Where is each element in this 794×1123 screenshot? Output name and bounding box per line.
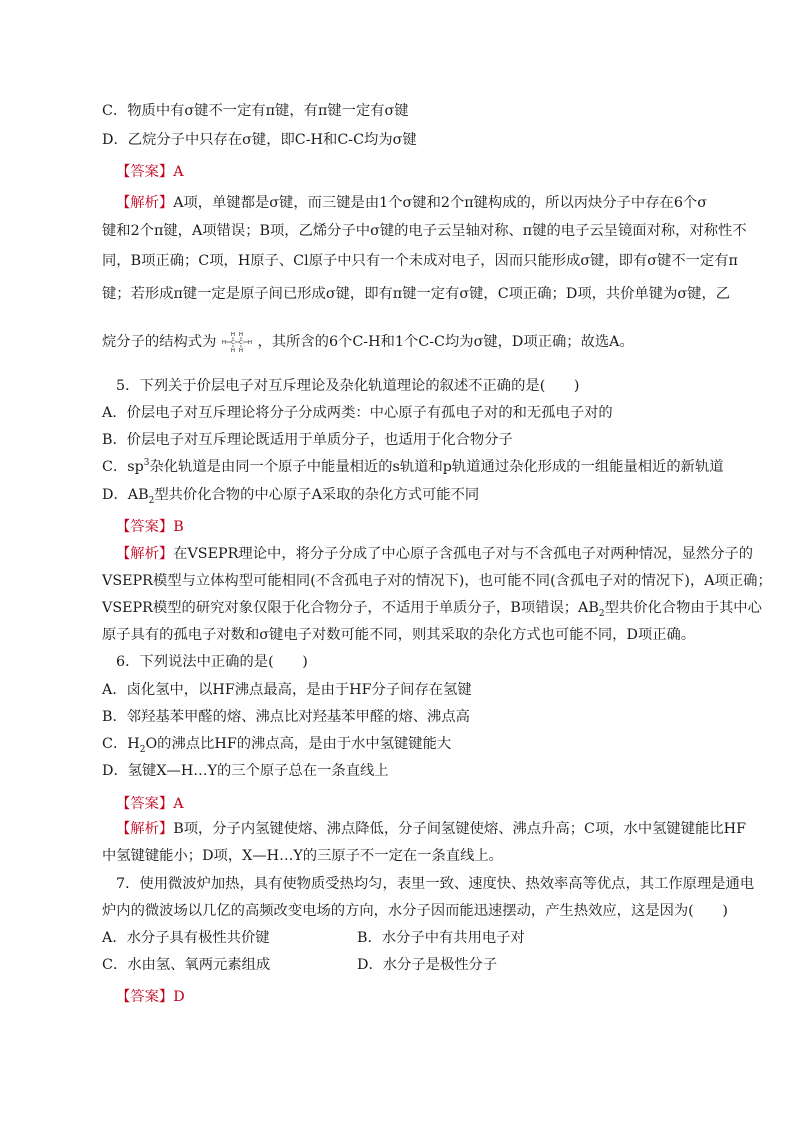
q7-stem-line-1: 7．使用微波炉加热，具有使物质受热均匀，表里一致、速度快、热效率高等优点，其工作原理是通电	[116, 876, 755, 892]
answer-label: 【答案】	[116, 164, 174, 180]
answer-value: A	[173, 164, 184, 180]
q6-option-a: A．卤化氢中，以HF沸点最高，是由于HF分子间存在氢键	[102, 682, 472, 698]
q7-option-d: D．水分子是极性分子	[357, 957, 498, 973]
q5-analysis-line-4: 原子具有的孤电子对数和σ键电子对数可能不同，则其采取的杂化方式也可能不同，D项正确。	[102, 627, 696, 643]
q5-option-d: D．$AB_2$型共价化合物的中心原子A采取的杂化方式可能不同	[102, 487, 480, 506]
q5-analysis-line-1: 【解析】在VSEPR理论中，将分子分成了中心原子含孤电子对与不含孤电子对两种情况，显然分子的	[116, 546, 754, 562]
q6-option-b: B．邻羟基苯甲醛的熔、沸点比对羟基苯甲醛的熔、沸点高	[102, 709, 470, 725]
q6-analysis-line-1: 【解析】B项，分子内氢键使熔、沸点降低，分子间氢键使熔、沸点升高；C项，水中氢键键能比HF	[116, 821, 747, 837]
answer-label: 【答案】	[116, 989, 174, 1005]
q6-analysis-line-2: 中氢键键能小；D项，X—H…Y的三原子不一定在一条直线上。	[102, 848, 503, 864]
q5-option-b: B．价层电子对互斥理论既适用于单质分子，也适用于化合物分子	[102, 432, 513, 448]
answer-label: 【答案】	[116, 796, 174, 812]
q7-option-c: C．水由氢、氧两元素组成	[102, 957, 271, 973]
q6-answer	[116, 795, 184, 813]
answer-label: 【答案】	[116, 519, 174, 535]
q4-analysis-line-2: 键和2个π键，A项错误；B项，乙烯分子中σ键的电子云呈轴对称、π键的电子云呈镜面对称，对称性不	[102, 223, 747, 239]
atom-c: C	[231, 340, 235, 346]
atom-h: H	[247, 340, 252, 346]
q6-option-d: D．氢键X—H…Y的三个原子总在一条直线上	[102, 763, 389, 779]
q5-answer	[116, 518, 184, 536]
atom-h: H	[238, 348, 243, 353]
analysis-label: 【解析】	[116, 821, 174, 837]
q7-option-b: B．水分子中有共用电子对	[357, 930, 525, 946]
atom-h: H	[221, 340, 226, 346]
atom-h: H	[230, 348, 235, 353]
q4-analysis-line-1: 【解析】A项，单键都是σ键，而三键是由1个σ键和2个π键构成的，所以丙炔分子中存在6个σ	[116, 195, 707, 211]
q5-stem: 5．下列关于价层电子对互斥理论及杂化轨道理论的叙述不正确的是( )	[116, 378, 580, 394]
atom-c: C	[239, 340, 243, 346]
q4-analysis-line-4: 键；若形成π键一定是原子间已形成σ键，即有π键一定有σ键，C项正确；D项，共价单键为σ键，乙	[102, 286, 731, 302]
q4-analysis-line-5: 烷分子的结构式为 H H H C C H H H ，其所含的6个C-H和1个C-C均为σ键，D项正确；故选A。	[102, 332, 634, 353]
q5-analysis-line-2: VSEPR模型与立体构型可能相同(不含孤电子对的情况下)，也可能不同(含孤电子对的情况下)，A项正确；	[102, 573, 772, 589]
q5-option-c: C．$sp^3$杂化轨道是由同一个原子中能量相近的s轨道和p轨道通过杂化形成的一组能量相近的新轨道	[102, 458, 724, 475]
ethane-structure-diagram	[221, 331, 253, 353]
q4-answer	[116, 163, 184, 181]
q6-stem: 6．下列说法中正确的是( )	[116, 654, 308, 670]
q5-option-a: A．价层电子对互斥理论将分子分成两类：中心原子有孤电子对的和无孤电子对的	[102, 405, 613, 421]
q6-option-c: C．$H_2O$的沸点比HF的沸点高，是由于水中氢键键能大	[102, 736, 452, 755]
answer-value: A	[173, 796, 184, 812]
q7-stem-line-2: 炉内的微波场以几亿的高频改变电场的方向，水分子因而能迅速摆动，产生热效应，这是因为( )	[102, 903, 728, 919]
q4-option-d: D．乙烷分子中只存在σ键，即C-H和C-C均为σ键	[102, 132, 417, 148]
analysis-label: 【解析】	[116, 546, 174, 562]
q4-option-c: C．物质中有σ键不一定有π键，有π键一定有σ键	[102, 103, 409, 119]
analysis-label: 【解析】	[116, 195, 174, 211]
atom-h: H	[230, 332, 235, 338]
answer-value: D	[173, 989, 185, 1005]
q4-analysis-line-3: 同，B项正确；C项，H原子、Cl原子中只有一个未成对电子，因而只能形成σ键，即有σ键不一定有π	[102, 253, 738, 269]
q5-analysis-line-3: VSEPR模型的研究对象仅限于化合物分子，不适用于单质分子，B项错误；$AB_2$型共价化合物由于其中心	[102, 600, 762, 619]
q7-option-a: A．水分子具有极性共价键	[102, 930, 270, 946]
answer-value: B	[173, 519, 184, 535]
atom-h: H	[238, 332, 243, 338]
q7-answer	[116, 988, 185, 1006]
